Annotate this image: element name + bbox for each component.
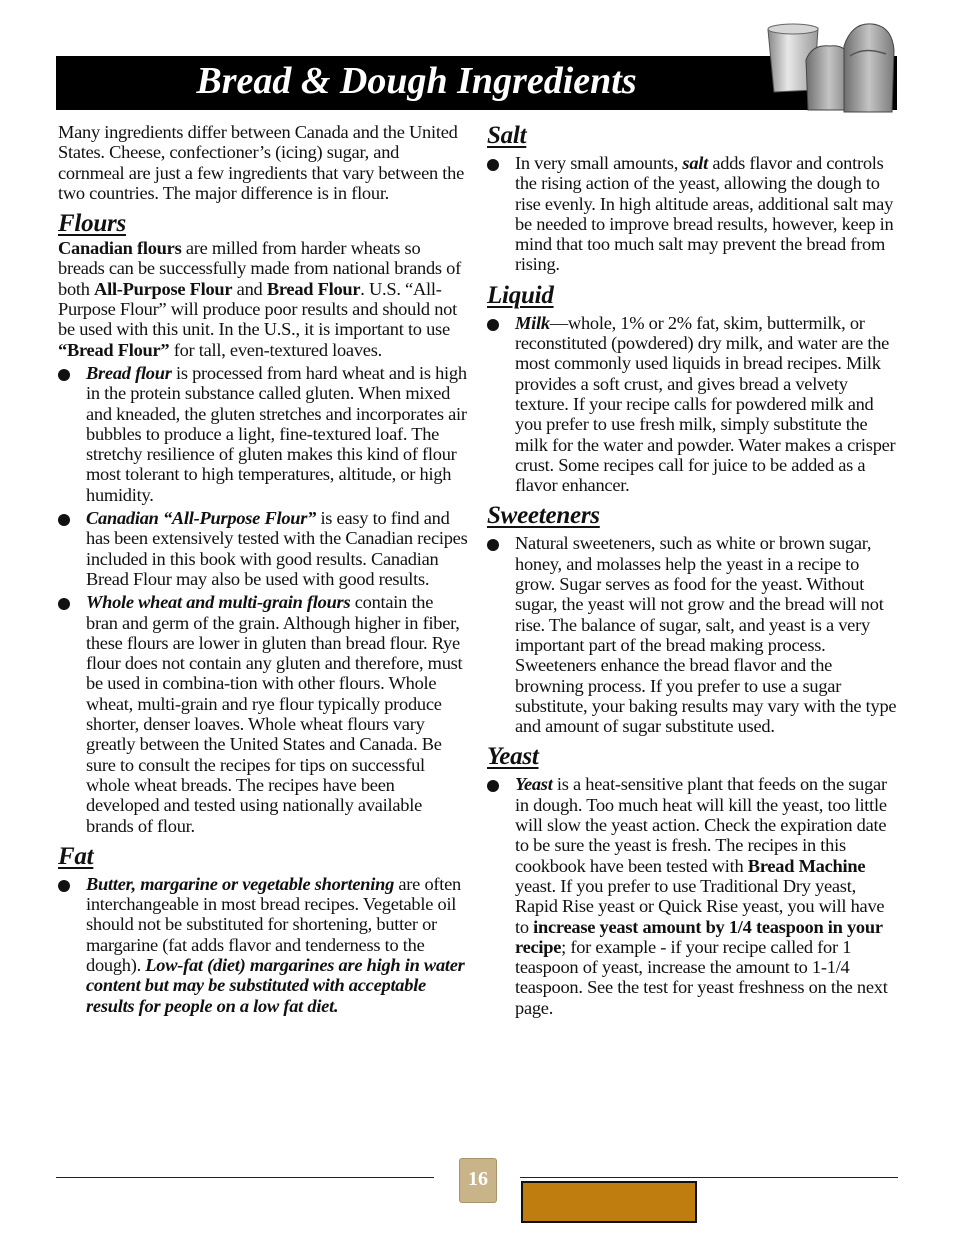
sweeteners-bullet: Natural sweeteners, such as white or brown sugar, honey, and molasses help the yeast in a recipe to grow. Sugar serves as food for the yeast. Without sugar, the yeast will not grow and the bread will not rise. The balance of sugar, salt, and yeast is a very important part of the bread making process. Sweeteners enhance the bread flavor and the browning process. If you prefer to use a sugar substitute, your baking results may vary with the type and amount of sugar substitute used. (487, 533, 899, 736)
bullet-icon (58, 598, 70, 610)
whole-wheat-flour-bullet: Whole wheat and multi-grain flours contain the bran and germ of the grain. Although higher in fiber, these flours are lower in gluten than bread flour. Rye flour does not contain any gluten and therefore, must be used in combina-tion with other flours. Whole wheat, multi-grain and rye flour typically produce shorter, denser loaves. Whole wheat flours vary greatly between the United States and Canada. Be sure to consult the recipes for tips on successful whole wheat breads. The recipes have been developed and tested using nationally available brands of flour. (58, 592, 468, 836)
bullet-icon (58, 880, 70, 892)
fat-bullet: Butter, margarine or vegetable shortening are often interchangeable in most bread recipes. Vegetable oil should not be substituted for shortening, butter or margarine (fat adds flavor and tenderness to the dough). Low-fat (diet) margarines are high in water content but may be substituted with acceptable results for people on a low fat diet. (58, 874, 468, 1016)
milk-bullet: Milk—whole, 1% or 2% fat, skim, buttermilk, or reconstituted (powdered) dry milk, and water are the most commonly used liquids in bread recipes. Milk provides a soft crust, and gives bread a velvety texture. If your recipe calls for powdered milk and you prefer to use fresh milk, simply substitute the milk for the water and powder. Water makes a crisper crust. Some recipes call for juice to be added as a flavor enhancer. (487, 313, 899, 496)
bullet-icon (58, 514, 70, 526)
yeast-bullet: Yeast is a heat-sensitive plant that feeds on the sugar in dough. Too much heat will kill the yeast, too little will slow the yeast action. Check the expiration date to be sure the yeast is fresh. The recipes in this cookbook have been tested with Bread Machine yeast. If you prefer to use Traditional Dry yeast, Rapid Rise yeast or Quick Rise yeast, you will have to increase yeast amount by 1/4 teaspoon in your recipe; for example - if your recipe called for 1 teaspoon of yeast, increase the amount to 1-1/4 teaspoon. See the test for yeast freshness on the next page. (487, 774, 899, 1018)
footer-rule-left (56, 1177, 434, 1178)
right-column (487, 122, 899, 1018)
footer-rule-right (520, 1177, 898, 1178)
flours-paragraph: Canadian flours are milled from harder wheats so breads can be successfully made from national brands of both All-Purpose Flour and Bread Flour. U.S. “All-Purpose Flour” will produce poor results and should not be used with this unit. In the U.S., it is important to use “Bread Flour” for tall, even-textured loaves. (58, 238, 461, 360)
intro-paragraph: Many ingredients differ between Canada and the United States. Cheese, confectioner’s (icing) sugar, and cornmeal are just a few ingredients that vary between the two countries. The major difference is in flour. (58, 122, 465, 203)
bullet-icon (58, 369, 70, 381)
salt-bullet: In very small amounts, salt adds flavor and controls the rising action of the yeast, allowing the dough to rise evenly. In high altitude areas, additional salt may be needed to improve bread results, however, keep in mind that too much salt may prevent the bread from rising. (487, 153, 899, 275)
fat-heading: Fat (58, 842, 94, 870)
page-title: Bread & Dough Ingredients (196, 60, 637, 102)
bullet-icon (487, 539, 499, 551)
sweeteners-heading: Sweeteners (487, 502, 600, 530)
bread-flour-bullet: Bread flour is processed from hard wheat and is high in the protein substance called gluten. When mixed and kneaded, the gluten stretches and incorporates air bubbles to produce a light, fine-textured loaf. The stretchy resilience of gluten makes this kind of flour most tolerant to high temperatures, altitude, or high humidity. (58, 363, 468, 505)
page-number: 16 (459, 1158, 497, 1203)
bullet-icon (487, 159, 499, 171)
bread-pan-and-loaves-icon (760, 16, 900, 116)
bullet-icon (487, 780, 499, 792)
footer-accent-box (521, 1181, 697, 1223)
bullet-icon (487, 319, 499, 331)
liquid-heading: Liquid (487, 281, 554, 309)
left-column (58, 122, 468, 1016)
yeast-heading: Yeast (487, 743, 539, 771)
all-purpose-flour-bullet: Canadian “All-Purpose Flour” is easy to find and has been extensively tested with the Canadian recipes included in this book with good results. Canadian Bread Flour may also be used with good results. (58, 508, 468, 589)
flours-heading: Flours (58, 210, 126, 238)
salt-heading: Salt (487, 122, 527, 149)
